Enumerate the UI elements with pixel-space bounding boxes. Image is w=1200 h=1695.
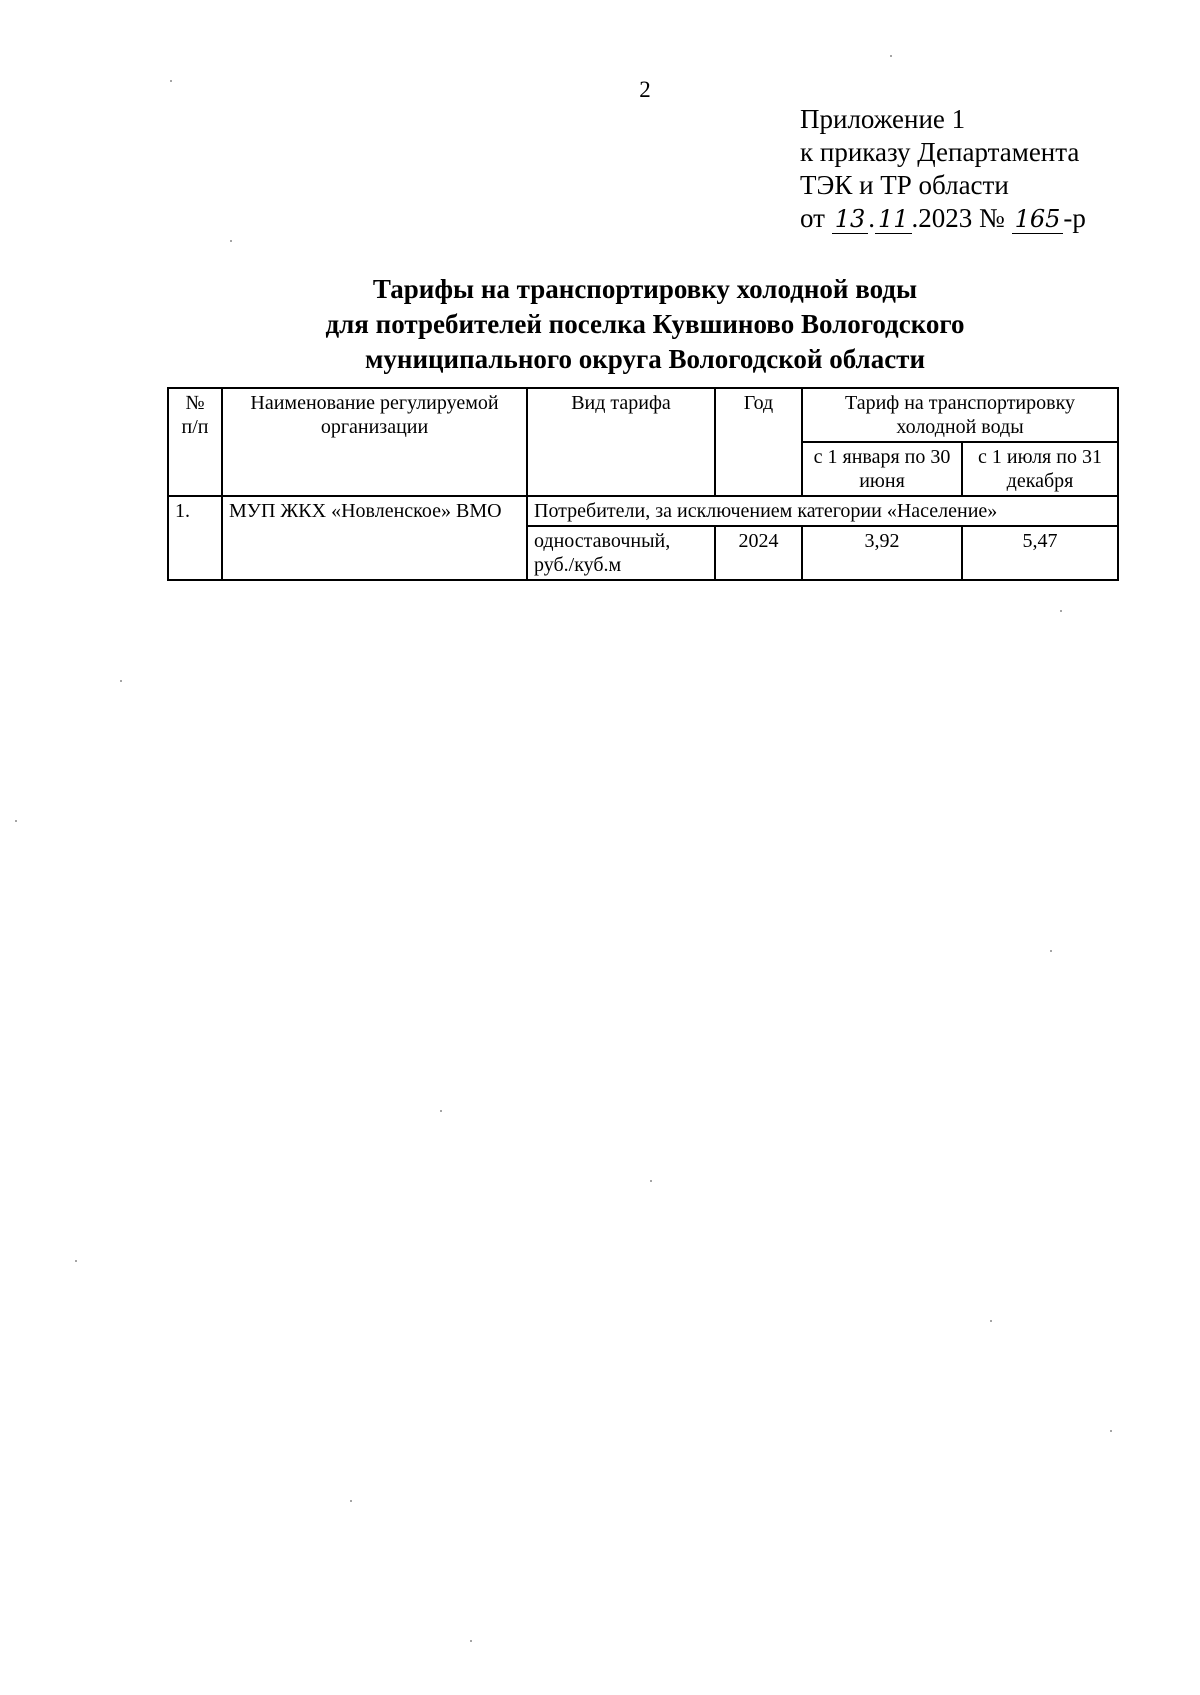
row-tariff-type: одноставочный, руб./куб.м bbox=[527, 526, 715, 580]
approval-line-1: Приложение 1 bbox=[800, 104, 966, 134]
table-row bbox=[168, 496, 1118, 526]
title-line-2: для потребителей поселка Кувшиново Вологодского bbox=[325, 309, 965, 339]
row-num: 1. bbox=[168, 496, 222, 580]
number-sign: № bbox=[979, 203, 1005, 233]
title-line-1: Тарифы на транспортировку холодной воды bbox=[372, 274, 918, 304]
row-value-period-1: 3,92 bbox=[802, 526, 962, 580]
title-line-3: муниципального округа Вологодской области bbox=[365, 344, 925, 374]
tariff-table bbox=[167, 387, 1119, 581]
header-num: № п/п bbox=[168, 388, 222, 496]
row-value-period-2: 5,47 bbox=[962, 526, 1118, 580]
header-period-1: с 1 января по 30 июня bbox=[802, 442, 962, 496]
handwritten-number: 165 bbox=[1012, 205, 1064, 234]
approval-line-3: ТЭК и ТР области bbox=[800, 170, 1009, 200]
header-organization: Наименование регулируемой организации bbox=[222, 388, 527, 496]
approval-line-2: к приказу Департамента bbox=[800, 137, 1080, 167]
row-year: 2024 bbox=[715, 526, 802, 580]
row-consumer-category: Потребители, за исключением категории «Население» bbox=[527, 496, 1118, 526]
table-header-row bbox=[168, 388, 1118, 442]
row-organization: МУП ЖКХ «Новленское» ВМО bbox=[222, 496, 527, 580]
approval-date-line: от 13 . 11 .2023 № 165 -р bbox=[800, 203, 1086, 233]
header-tariff: Тариф на транспортировку холодной воды bbox=[802, 388, 1118, 442]
date-prefix: от bbox=[800, 203, 825, 233]
approval-block bbox=[800, 103, 1086, 236]
date-year: .2023 bbox=[911, 203, 973, 233]
handwritten-month: 11 bbox=[875, 205, 912, 234]
header-tariff-type: Вид тарифа bbox=[527, 388, 715, 496]
document-title bbox=[0, 272, 1200, 377]
header-period-2: с 1 июля по 31 декабря bbox=[962, 442, 1118, 496]
page-number: 2 bbox=[639, 77, 651, 102]
handwritten-day: 13 bbox=[832, 205, 869, 234]
header-year: Год bbox=[715, 388, 802, 496]
number-suffix: -р bbox=[1063, 203, 1086, 233]
